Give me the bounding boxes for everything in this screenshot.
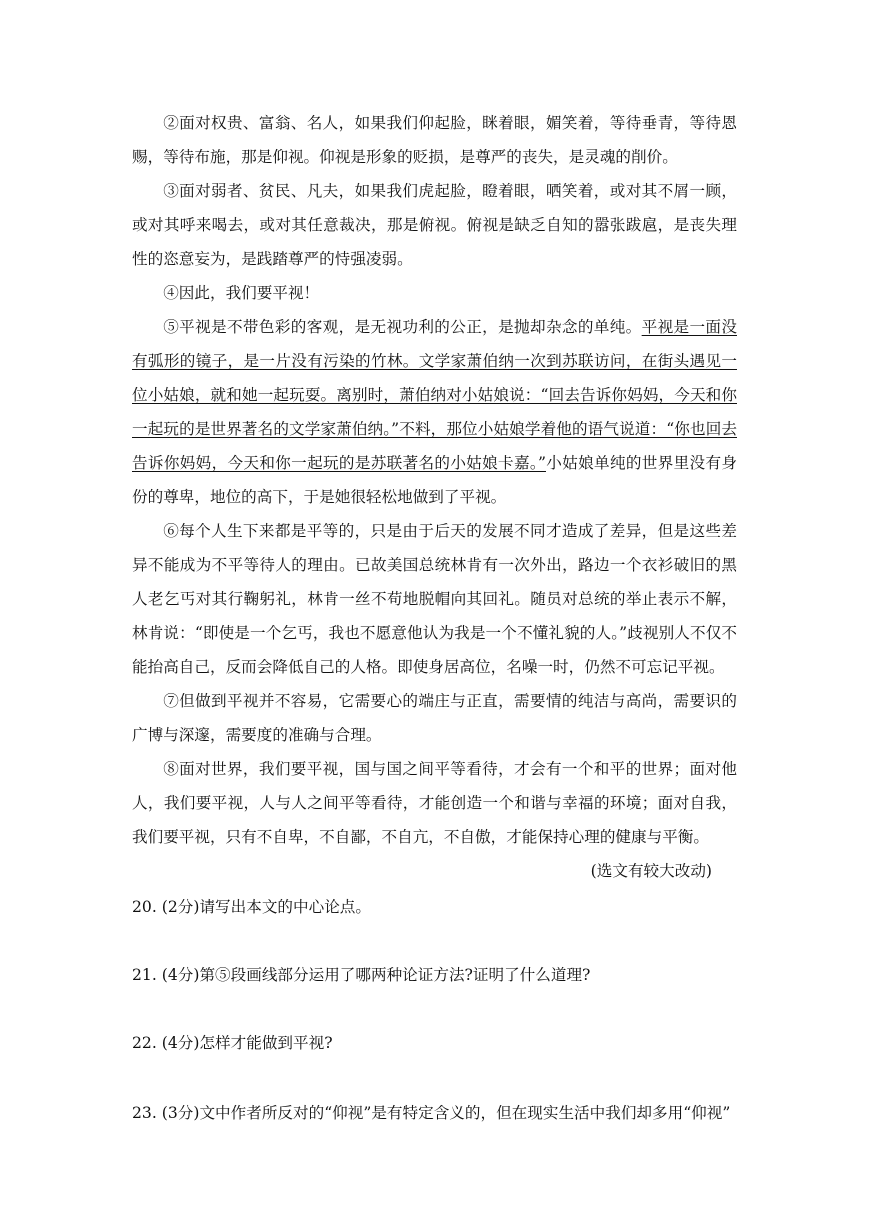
paragraph-5-conclusion: 小姑娘单纯的世界里没有身份的尊卑，地位的高下，于是她很轻松地做到了平视。 (132, 454, 737, 506)
question-22: 22. (4分)怎样才能做到平视? (132, 1034, 333, 1052)
paragraph-5 (132, 310, 737, 514)
paragraph-6: ⑥每个人生下来都是平等的，只是由于后天的发展不同才造成了差异，但是这些差异不能成为不平等待人的理由。已故美国总统林肯有一次外出，路边一个衣衫破旧的黑人老乞丐对其行鞠躬礼，林肯一丝不苟地脱帽向其回礼。随员对总统的举止表示不解，林肯说：“即使是一个乞丐，我也不愿意他认为我是一个不懂礼貌的人。”歧视别人不仅不能抬高自己，反而会降低自己的人格。即使身居高位，名噪一时，仍然不可忘记平视。 (132, 522, 737, 676)
paragraph-2: ②面对权贵、富翁、名人，如果我们仰起脸，眯着眼，媚笑着，等待垂青，等待恩赐，等待布施，那是仰视。仰视是形象的贬损，是尊严的丧失，是灵魂的削价。 (132, 114, 737, 166)
paragraph-5-underlined-argument: 平视是一面没有弧形的镜子，是一片没有污染的竹林。文学家萧伯纳一次到苏联访问，在街头遇见一位小姑娘，就和她一起玩耍。离别时，萧伯纳对小姑娘说：“回去告诉你妈妈，今天和你一起玩的是世界著名的文学家萧伯纳。”不料，那位小姑娘学着他的语气说道：“你也回去告诉你妈妈，今天和你一起玩的是苏联著名的小姑娘卡嘉。” (132, 318, 737, 472)
paragraph-3: ③面对弱者、贫民、凡夫，如果我们虎起脸，瞪着眼，哂笑着，或对其不屑一顾，或对其呼来喝去，或对其任意裁决，那是俯视。俯视是缺乏自知的嚣张跋扈，是丧失理性的恣意妄为，是践踏尊严的恃强凌弱。 (132, 182, 737, 268)
question-21: 21. (4分)第⑤段画线部分运用了哪两种论证方法?证明了什么道理? (132, 966, 591, 984)
paragraph-5-intro: ⑤平视是不带色彩的客观，是无视功利的公正，是抛却杂念的单纯。 (163, 318, 642, 336)
paragraph-4: ④因此，我们要平视！ (163, 284, 320, 302)
question-23: 23. (3分)文中作者所反对的“仰视”是有特定含义的，但在现实生活中我们却多用“仰视” (132, 1104, 731, 1122)
source-note: (选文有较大改动) (590, 862, 712, 880)
paragraph-8: ⑧面对世界，我们要平视，国与国之间平等看待，才会有一个和平的世界；面对他人，我们要平视，人与人之间平等看待，才能创造一个和谐与幸福的环境；面对自我，我们要平视，只有不自卑，不自鄙，不自亢，不自傲，才能保持心理的健康与平衡。 (132, 760, 737, 846)
question-20: 20. (2分)请写出本文的中心论点。 (132, 898, 371, 916)
paragraph-7: ⑦但做到平视并不容易，它需要心的端庄与正直，需要情的纯洁与高尚，需要识的广博与深邃，需要度的准确与合理。 (132, 692, 737, 744)
